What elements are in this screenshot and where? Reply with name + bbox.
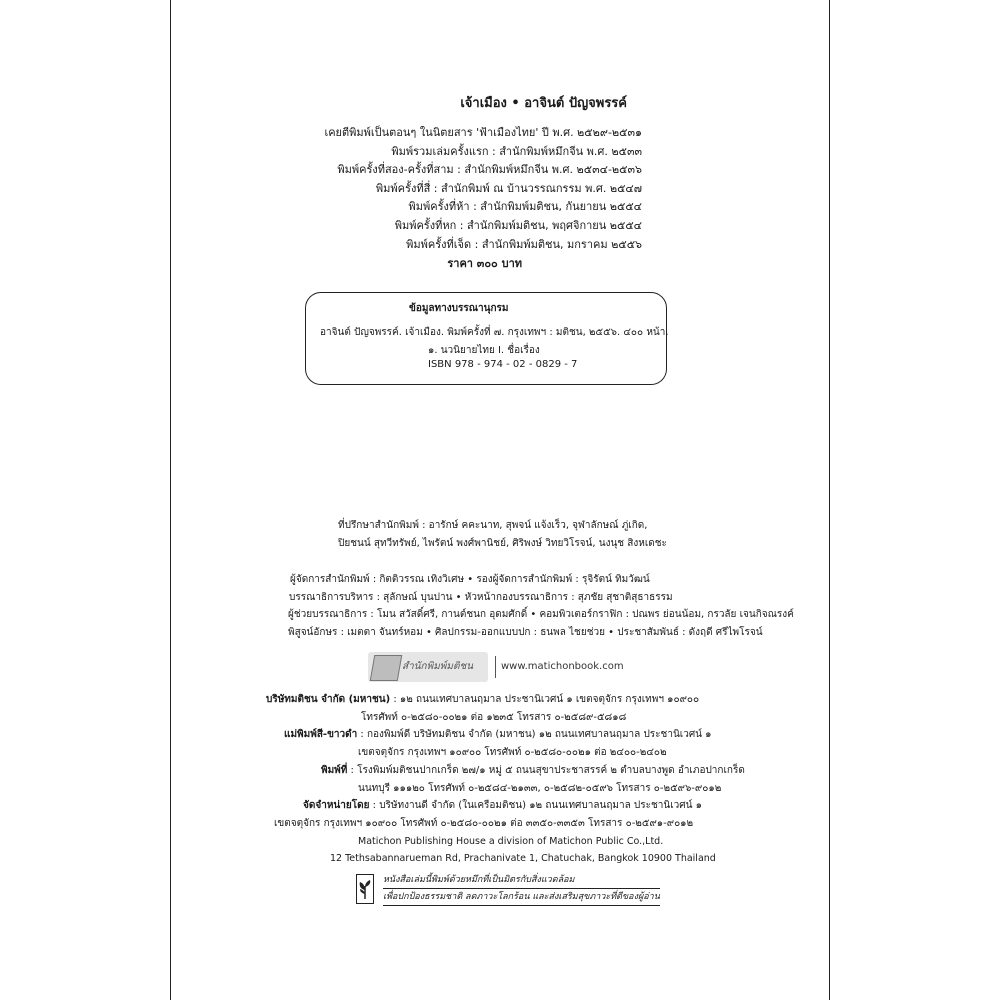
eco-text bbox=[383, 872, 660, 906]
history-line: พิมพ์ครั้งที่ห้า : สำนักพิมพ์มติชน, กันยายน ๒๕๕๔ bbox=[408, 200, 642, 214]
logo-name: สำนักพิมพ์มติชน bbox=[402, 661, 474, 672]
history-line: พิมพ์ครั้งที่สี่ : สำนักพิมพ์ ณ บ้านวรรณกรรม พ.ศ. ๒๕๔๗ bbox=[375, 181, 642, 195]
distributor-phone: เขตจตุจักร กรุงเทพฯ ๑๐๙๐๐ โทรศัพท์ ๐-๒๕๘๐-๐๐๒๑ ต่อ ๓๓๕๐-๓๓๕๓ โทรสาร ๐-๒๕๙๑-๙๐๑๒ bbox=[274, 817, 694, 829]
printer-line bbox=[266, 762, 745, 780]
company-phone: โทรศัพท์ ๐-๒๕๘๐-๐๐๒๑ ต่อ ๑๒๓๕ โทรสาร ๐-๒๕๘๙-๕๘๑๘ bbox=[361, 711, 627, 723]
separation-address: : กองพิมพ์ดี บริษัทมติชน จำกัด (มหาชน) ๑๒ ถนนเทศบาลนฤมาล ประชานิเวศน์ ๑ bbox=[357, 729, 712, 741]
separation-label: แม่พิมพ์สี-ขาวดำ bbox=[284, 729, 358, 741]
price: ราคา ๓๐๐ บาท bbox=[447, 257, 522, 270]
history-line: พิมพ์รวมเล่มครั้งแรก : สำนักพิมพ์หมึกจีน พ.ศ. ๒๕๓๓ bbox=[391, 144, 642, 158]
cataloging-subject: ๑. นวนิยายไทย I. ชื่อเรื่อง bbox=[428, 345, 540, 356]
book-title: เจ้าเมือง • อาจินต์ ปัญจพรรค์ bbox=[460, 96, 627, 111]
advisors bbox=[338, 517, 667, 553]
publication-history bbox=[182, 124, 642, 254]
advisors-line: ที่ปรึกษาสำนักพิมพ์ : อารักษ์ คคะนาท, สุพจน์ แจ้งเร็ว, จุฬาลักษณ์ ภู่เกิด, bbox=[338, 520, 648, 531]
separation-line bbox=[266, 726, 745, 744]
cataloging-entry: อาจินต์ ปัญจพรรค์. เจ้าเมือง. พิมพ์ครั้งที่ ๗. กรุงเทพฯ : มติชน, ๒๕๕๖. ๔๐๐ หน้า. bbox=[320, 327, 669, 338]
staff-line: ผู้จัดการสำนักพิมพ์ : กิตติวรรณ เทิงวิเศษ • รองผู้จัดการสำนักพิมพ์ : รุจิรัตน์ ทิมวัฒน์ bbox=[290, 574, 650, 585]
company-line bbox=[266, 691, 745, 709]
cataloging-box bbox=[305, 292, 667, 385]
printer-label: พิมพ์ที่ bbox=[321, 764, 348, 776]
publisher-info bbox=[266, 691, 745, 868]
editorial-staff bbox=[288, 571, 794, 641]
eco-line: เพื่อปกป้องธรรมชาติ ลดภาวะโลกร้อน และส่งเสริมสุขภาวะที่ดีของผู้อ่าน bbox=[383, 889, 660, 906]
staff-line: พิสูจน์อักษร : เมตตา จันทร์หอม • ศิลปกรรม-ออกแบบปก : ธนพล ไชยช่วย • ประชาสัมพันธ์ : ดังฤดี ศรีไพโรจน์ bbox=[288, 626, 763, 638]
logo-divider bbox=[495, 656, 496, 678]
company-label: บริษัทมติชน จำกัด (มหาชน) bbox=[266, 694, 391, 705]
staff-line: ผู้ช่วยบรรณาธิการ : โมน สวัสดิ์ศรี, กานต์ชนก อุดมศักดิ์ • คอมพิวเตอร์กราฟิก : ปณพร ย่อนน้อม, กรวลัย เจนกิจณรงค์ bbox=[288, 609, 794, 620]
company-address: : ๑๒ ถนนเทศบาลนฤมาล ประชานิเวศน์ ๑ เขตจตุจักร กรุงเทพฯ ๑๐๙๐๐ bbox=[390, 694, 700, 705]
printer-phone: นนทบุรี ๑๑๑๒๐ โทรศัพท์ ๐-๒๕๘๔-๒๑๓๓, ๐-๒๕๘๒-๐๕๙๖ โทรสาร ๐-๒๕๙๖-๙๐๑๒ bbox=[358, 782, 722, 794]
leaf-icon bbox=[356, 874, 374, 904]
history-line: เคยตีพิมพ์เป็นตอนๆ ในนิตยสาร 'ฟ้าเมืองไทย' ปี พ.ศ. ๒๕๒๙-๒๕๓๑ bbox=[324, 126, 642, 139]
distributor-address: : บริษัทงานดี จำกัด (ในเครือมติชน) ๑๒ ถนนเทศบาลนฤมาล ประชานิเวศน์ ๑ bbox=[369, 800, 702, 812]
cataloging-title: ข้อมูลทางบรรณานุกรม bbox=[409, 303, 509, 314]
isbn: ISBN 978 - 974 - 02 - 0829 - 7 bbox=[428, 359, 578, 370]
publisher-logo bbox=[368, 652, 628, 684]
english-publisher: Matichon Publishing House a division of Matichon Public Co.,Ltd. bbox=[358, 835, 664, 847]
history-line: พิมพ์ครั้งที่สอง-ครั้งที่สาม : สำนักพิมพ์หมึกจีน พ.ศ. ๒๕๓๔-๒๕๓๖ bbox=[337, 163, 642, 177]
staff-line: บรรณาธิการบริหาร : สุลักษณ์ บุนปาน • หัวหน้ากองบรรณาธิการ : สุภชัย สุชาติสุธาธรรม bbox=[289, 591, 673, 603]
book-icon bbox=[370, 655, 403, 681]
logo-badge bbox=[368, 652, 488, 682]
website-url: www.matichonbook.com bbox=[501, 661, 624, 672]
distributor-label: จัดจำหน่ายโดย bbox=[303, 800, 370, 812]
history-line: พิมพ์ครั้งที่เจ็ด : สำนักพิมพ์มติชน, มกราคม ๒๕๕๖ bbox=[406, 237, 642, 251]
advisors-line: ปิยชนน์ สุทวีทรัพย์, ไพรัตน์ พงศ์พานิชย์, ศิริพงษ์ วิทยวิโรจน์, นงนุช สิงหเดชะ bbox=[338, 538, 667, 549]
printer-address: : โรงพิมพ์มติชนปากเกร็ด ๒๗/๑ หมู่ ๕ ถนนสุขาประชาสรรค์ ๒ ตำบลบางพูด อำเภอปากเกร็ด bbox=[347, 764, 745, 776]
eco-line: หนังสือเล่มนี้พิมพ์ด้วยหมึกที่เป็นมิตรกับสิ่งแวดล้อม bbox=[383, 872, 660, 889]
separation-phone: เขตจตุจักร กรุงเทพฯ ๑๐๙๐๐ โทรศัพท์ ๐-๒๕๘๐-๐๐๒๑ ต่อ ๒๔๐๐-๒๔๐๒ bbox=[358, 747, 667, 759]
distributor-line bbox=[266, 797, 745, 815]
english-address: 12 Tethsabannarueman Rd, Prachanivate 1, Chatuchak, Bangkok 10900 Thailand bbox=[330, 853, 716, 865]
history-line: พิมพ์ครั้งที่หก : สำนักพิมพ์มติชน, พฤศจิกายน ๒๕๕๔ bbox=[394, 218, 642, 232]
eco-ink-note bbox=[356, 872, 660, 908]
